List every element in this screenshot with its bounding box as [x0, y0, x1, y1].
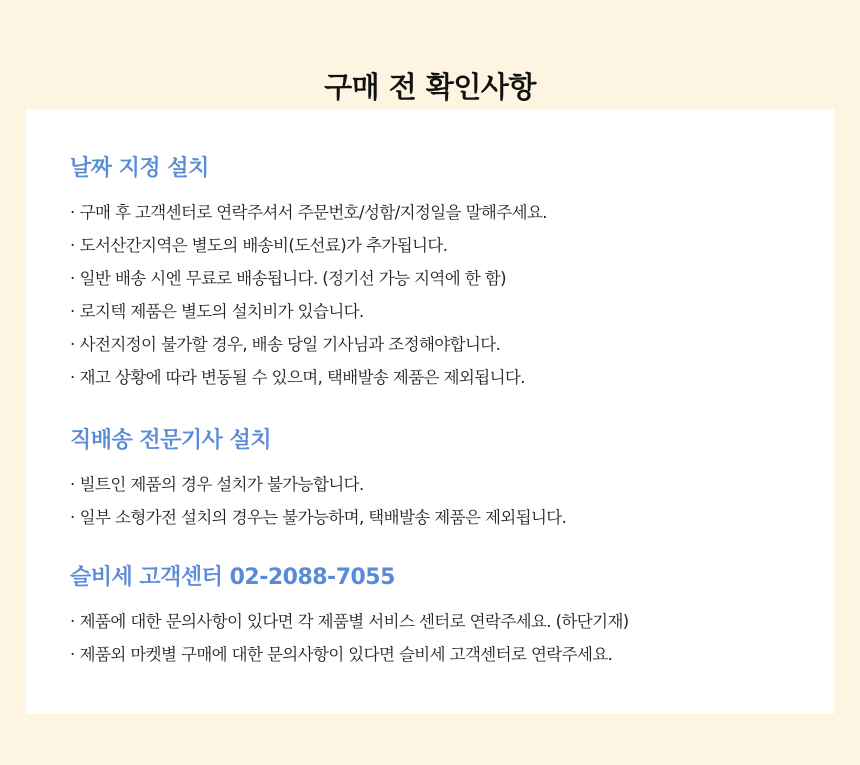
list-item	[70, 605, 810, 638]
list-item	[70, 361, 810, 394]
section-heading: 직배송 전문기사 설치	[70, 428, 272, 453]
list-item-text: 제품외 마켓별 구매에 대한 문의사항이 있다면 슬비세 고객센터로 연락주세요.	[79, 645, 613, 664]
list-item-text: 로지텍 제품은 별도의 설치비가 있습니다.	[79, 302, 364, 321]
bullet-dot: ·	[70, 203, 75, 222]
list-item-text: 일반 배송 시엔 무료로 배송됩니다. (정기선 가능 지역에 한 함)	[79, 269, 506, 288]
list-item	[70, 468, 810, 501]
list-item	[70, 295, 810, 328]
section-heading: 슬비세 고객센터 02-2088-7055	[70, 565, 395, 590]
bullet-dot: ·	[70, 236, 75, 255]
section-heading: 날짜 지정 설치	[70, 156, 209, 181]
section-date-install	[70, 154, 810, 394]
list-item-text: 사전지정이 불가할 경우, 배송 당일 기사님과 조정해야합니다.	[79, 335, 501, 354]
section-customer-center	[70, 563, 810, 671]
list-item-text: 제품에 대한 문의사항이 있다면 각 제품별 서비스 센터로 연락주세요. (하단기재)	[79, 612, 629, 631]
bullet-dot: ·	[70, 475, 75, 494]
list-item-text: 구매 후 고객센터로 연락주셔서 주문번호/성함/지정일을 말해주세요.	[79, 203, 547, 222]
bullet-dot: ·	[70, 302, 75, 321]
bullet-dot: ·	[70, 645, 75, 664]
bullet-list	[70, 605, 810, 671]
bullet-list	[70, 196, 810, 394]
bullet-dot: ·	[70, 368, 75, 387]
info-card	[26, 109, 834, 714]
page-title: 구매 전 확인사항	[324, 70, 536, 105]
list-item-text: 도서산간지역은 별도의 배송비(도선료)가 추가됩니다.	[79, 236, 448, 255]
bullet-dot: ·	[70, 612, 75, 631]
bullet-dot: ·	[70, 269, 75, 288]
list-item	[70, 501, 810, 534]
list-item	[70, 638, 810, 671]
bullet-list	[70, 468, 810, 534]
section-direct-delivery	[70, 426, 810, 534]
list-item-text: 빌트인 제품의 경우 설치가 불가능합니다.	[79, 475, 364, 494]
bullet-dot: ·	[70, 508, 75, 527]
list-item	[70, 328, 810, 361]
list-item-text: 일부 소형가전 설치의 경우는 불가능하며, 택배발송 제품은 제외됩니다.	[79, 508, 567, 527]
list-item	[70, 229, 810, 262]
list-item-text: 재고 상황에 따라 변동될 수 있으며, 택배발송 제품은 제외됩니다.	[79, 368, 525, 387]
list-item	[70, 196, 810, 229]
bullet-dot: ·	[70, 335, 75, 354]
list-item	[70, 262, 810, 295]
